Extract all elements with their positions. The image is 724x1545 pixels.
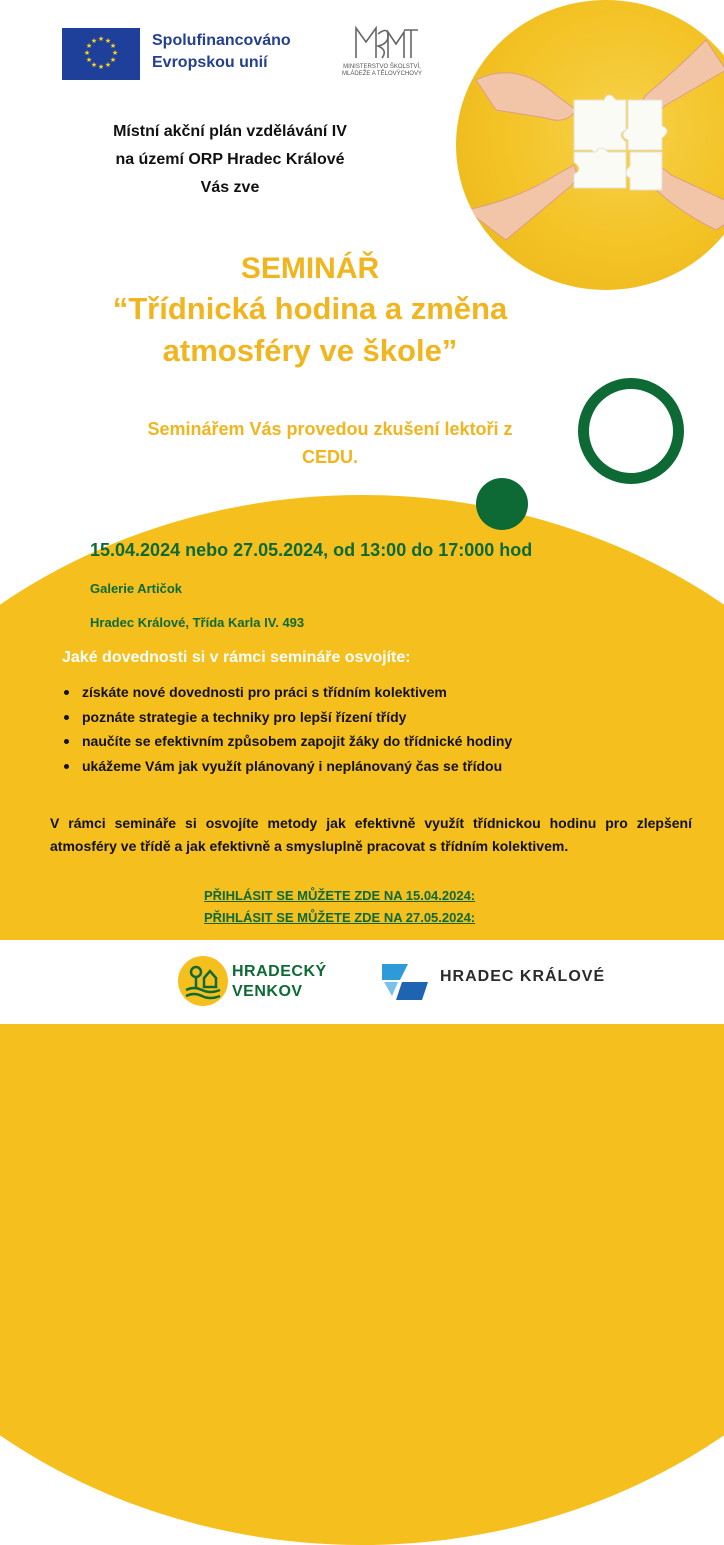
hradecky-venkov-text xyxy=(232,962,327,1002)
skills-heading: Jaké dovednosti si v rámci semináře osvojíte: xyxy=(62,649,411,666)
decorative-green-ring xyxy=(578,378,684,484)
svg-text:★: ★ xyxy=(109,57,117,64)
skills-list xyxy=(62,680,512,778)
hv-line-1: HRADECKÝ xyxy=(232,963,327,980)
footer-band xyxy=(0,940,724,1024)
list-item: získáte nové dovednosti pro práci s třídním kolektivem xyxy=(62,680,512,705)
description-paragraph: V rámci semináře si osvojíte metody jak efektivně využít třídnickou hodinu pro zlepšení atmosféry ve třídě a jak efektivně a smysluplně pracovat s třídním kolektivem. xyxy=(50,815,692,854)
list-item: ukážeme Vám jak využít plánovaný i neplánovaný čas se třídou xyxy=(62,754,512,779)
lectors-text xyxy=(70,415,590,471)
event-venue: Galerie Artičok xyxy=(90,581,183,596)
intro-line-3: Vás zve xyxy=(200,179,260,196)
list-item: poznáte strategie a techniky pro lepší řízení třídy xyxy=(62,705,512,730)
lectors-line-1: Seminářem Vás provedou zkušení lektoři z xyxy=(147,419,513,439)
event-dates: 15.04.2024 nebo 27.05.2024, od 13:00 do 17:000 hod xyxy=(90,540,533,560)
hradecky-venkov-logo-icon xyxy=(178,956,228,1006)
svg-text:★: ★ xyxy=(83,50,91,57)
seminar-title-line-1: “Třídnická hodina a změna xyxy=(112,291,508,326)
svg-text:★: ★ xyxy=(97,36,105,43)
svg-text:★: ★ xyxy=(90,38,98,45)
msmt-text xyxy=(326,64,438,78)
register-link-may[interactable]: PŘIHLÁSIT SE MŮŽETE ZDE NA 27.05.2024: xyxy=(204,910,476,925)
eu-line-2: Evropskou unií xyxy=(152,54,268,71)
hradec-kralove-logo-icon xyxy=(378,960,434,1004)
register-link-april[interactable]: PŘIHLÁSIT SE MŮŽETE ZDE NA 15.04.2024: xyxy=(204,888,476,903)
intro-line-1: Místní akční plán vzdělávání IV xyxy=(113,123,347,140)
svg-text:★: ★ xyxy=(85,43,93,50)
eu-flag-icon xyxy=(62,28,140,80)
hradec-kralove-text: HRADEC KRÁLOVÉ xyxy=(440,968,606,985)
seminar-title xyxy=(0,250,620,372)
eu-cofinanced-text xyxy=(152,30,291,74)
intro-block xyxy=(40,118,420,202)
list-item: naučíte se efektivním způsobem zapojit žáky do třídnické hodiny xyxy=(62,729,512,754)
svg-text:★: ★ xyxy=(97,64,105,71)
decorative-green-dot xyxy=(476,478,528,530)
intro-line-2: na území ORP Hradec Králové xyxy=(115,151,345,168)
eu-line-1: Spolufinancováno xyxy=(152,32,291,49)
msmt-line-2: MLÁDEŽE A TĚLOVÝCHOVY xyxy=(342,71,422,77)
seminar-label: SEMINÁŘ xyxy=(240,252,380,285)
event-address: Hradec Králové, Třída Karla IV. 493 xyxy=(90,615,305,630)
svg-text:★: ★ xyxy=(104,62,112,69)
lectors-line-2: CEDU. xyxy=(301,447,358,467)
svg-text:★: ★ xyxy=(104,38,112,45)
hv-line-2: VENKOV xyxy=(232,983,303,1000)
msmt-line-1: MINISTERSTVO ŠKOLSTVÍ, xyxy=(343,64,421,70)
seminar-title-line-2: atmosféry ve škole” xyxy=(162,333,458,368)
svg-text:★: ★ xyxy=(85,57,93,64)
svg-text:★: ★ xyxy=(90,62,98,69)
puzzle-hands-photo xyxy=(456,0,724,290)
svg-text:★: ★ xyxy=(109,43,117,50)
svg-text:★: ★ xyxy=(111,50,119,57)
